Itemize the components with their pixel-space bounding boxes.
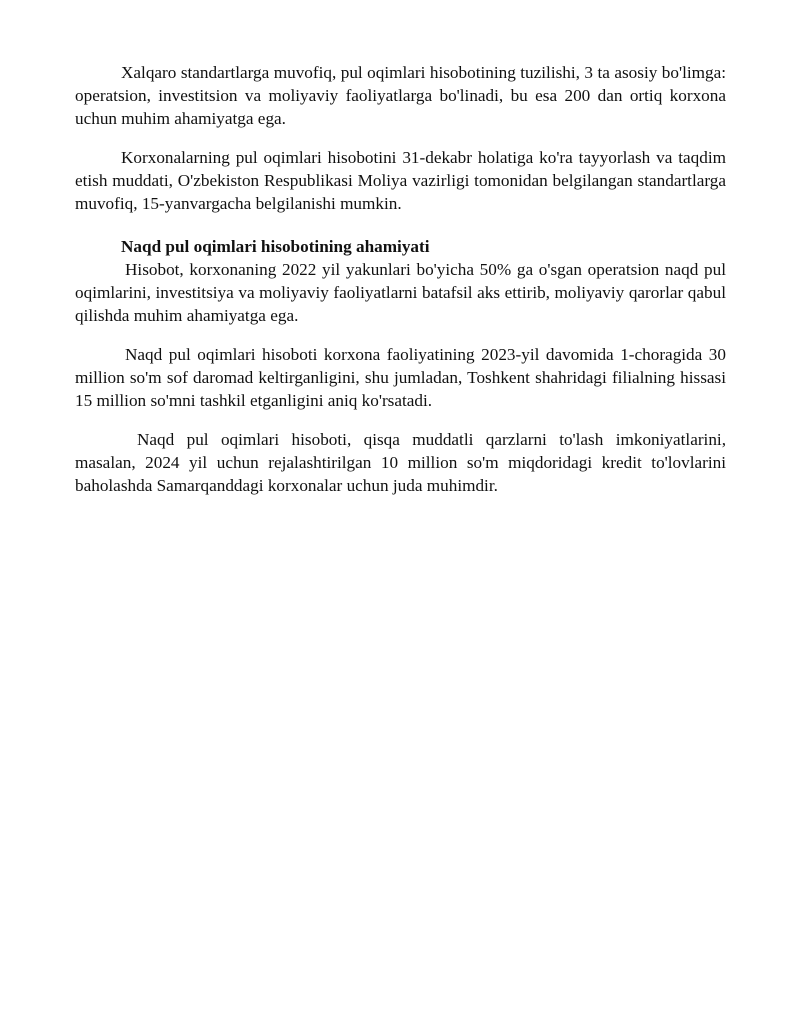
paragraph-debt: Naqd pul oqimlari hisoboti, qisqa muddatli qarzlarni to'lash imkoniyatlarini, masalan, 2024 yil uchun rejalashtirilgan 10 million so'm miqdoridagi kredit to'lovlarini baholashda Samarqanddagi korxonalar uchun juda muhimdir. bbox=[75, 430, 726, 495]
paragraph-deadline: Korxonalarning pul oqimlari hisobotini 31-dekabr holatiga ko'ra tayyorlash va taqdim etish muddati, O'zbekiston Respublikasi Moliya vazirligi tomonidan belgilangan standartlarga muvofiq, 15-yanvargacha belgilanishi mumkin. bbox=[75, 148, 726, 213]
paragraph-importance: Hisobot, korxonaning 2022 yil yakunlari bo'yicha 50% ga o'sgan operatsion naqd pul oqimlarini, investitsiya va moliyaviy faoliyatlarni batafsil aks ettirib, moliyaviy qarorlar qabul qilishda muhim ahamiyatga ega. bbox=[75, 260, 726, 325]
paragraph-income: Naqd pul oqimlari hisoboti korxona faoliyatining 2023-yil davomida 1-choragida 30 million so'm sof daromad keltirganligini, shu jumladan, Toshkent shahridagi filialning hissasi 15 million so'mni tashkil etganligini aniq ko'rsatadi. bbox=[75, 345, 726, 410]
section-heading: Naqd pul oqimlari hisobotining ahamiyati bbox=[121, 237, 430, 256]
paragraph-structure: Xalqaro standartlarga muvofiq, pul oqimlari hisobotining tuzilishi, 3 ta asosiy bo'limga: operatsion, investitsion va moliyaviy faoliyatlarga bo'linadi, bu esa 200 dan ortiq korxona uchun muhim ahamiyatga ega. bbox=[75, 63, 726, 128]
